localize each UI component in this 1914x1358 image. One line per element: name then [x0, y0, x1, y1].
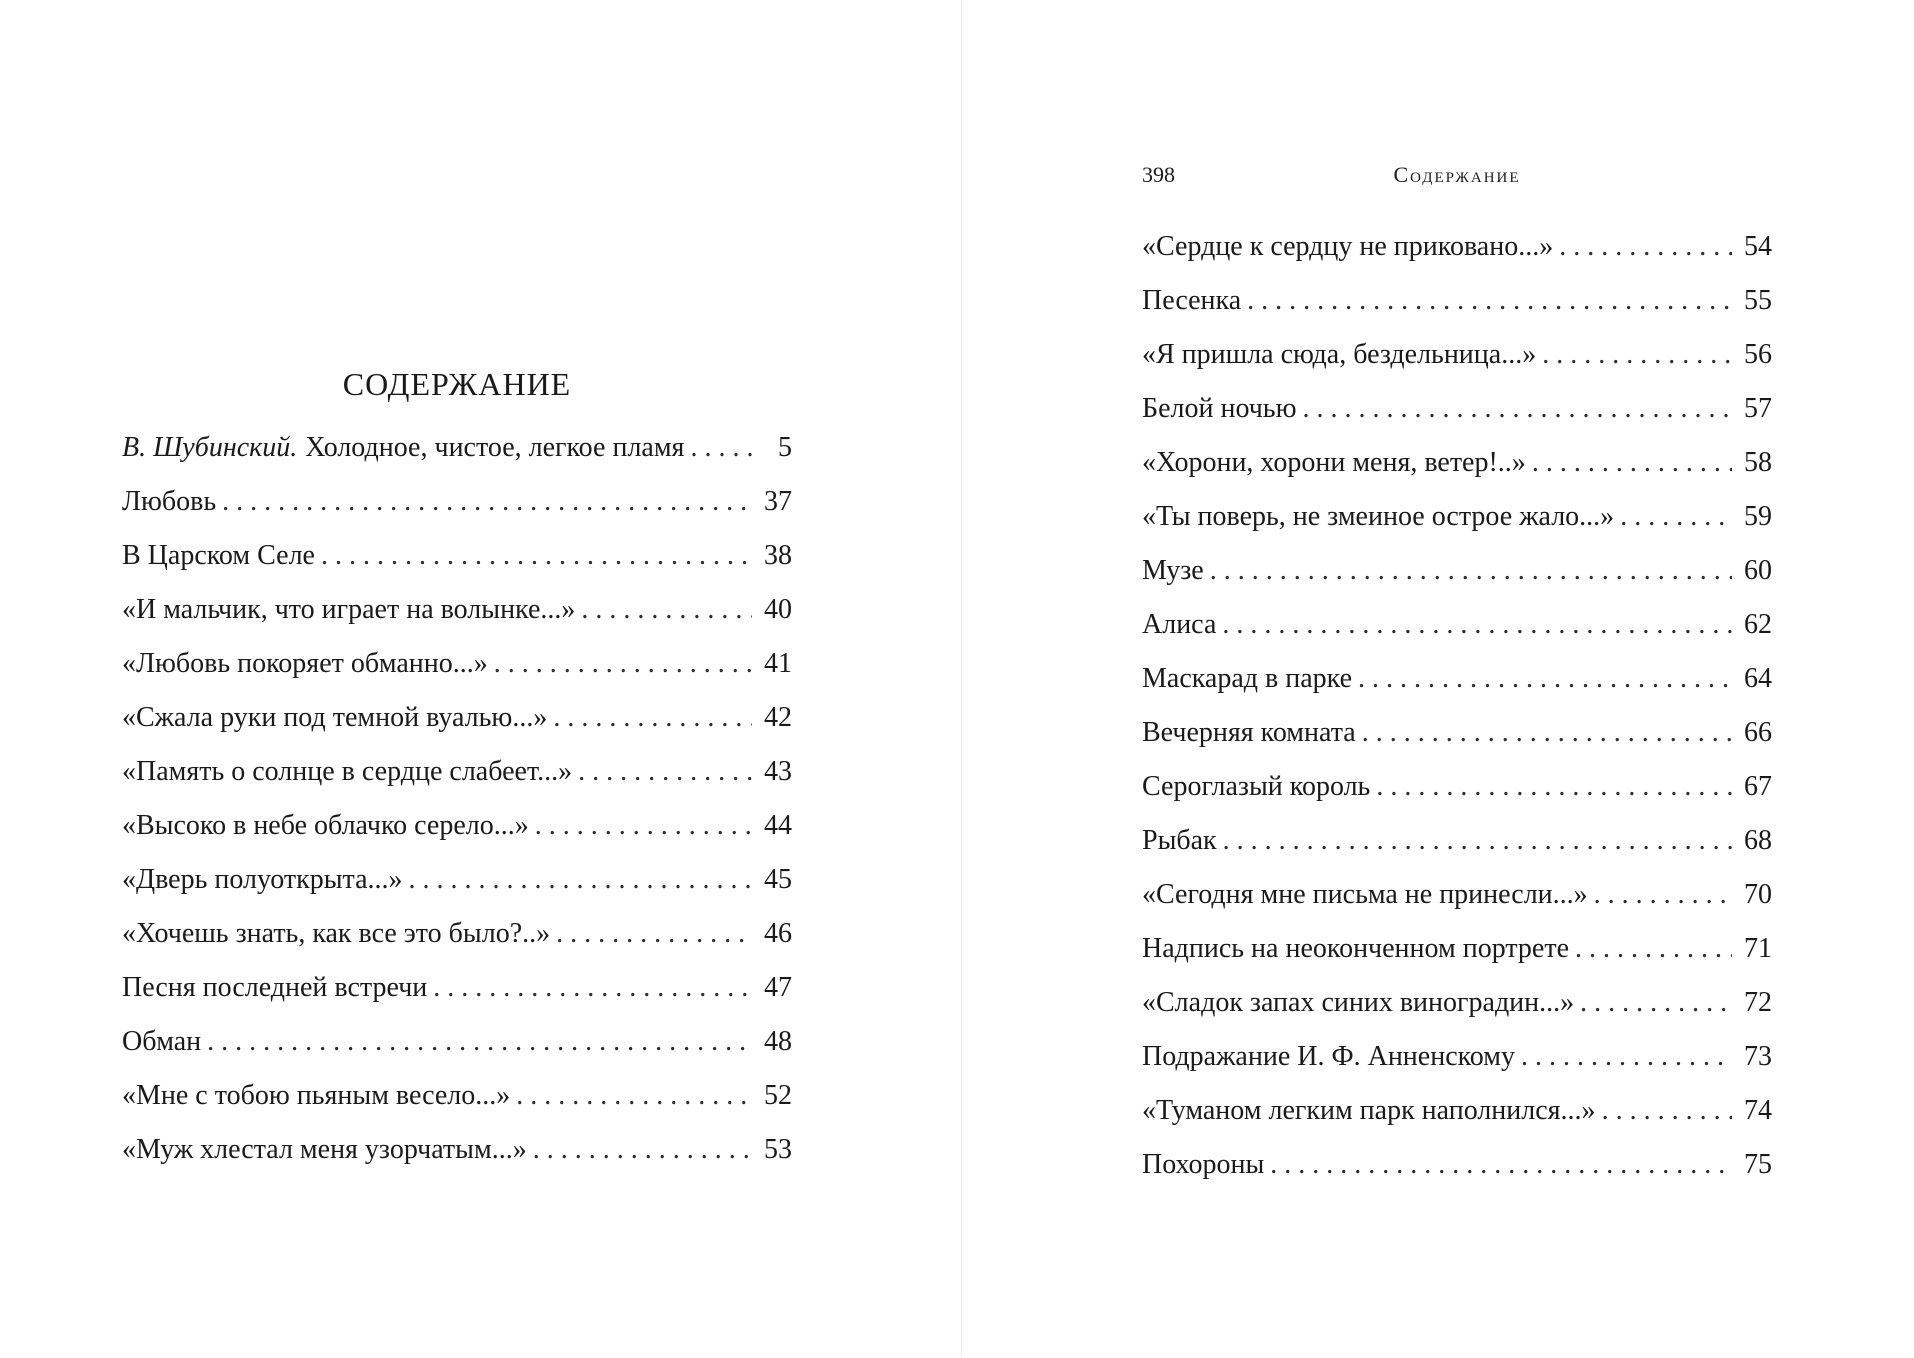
toc-leader-dots	[207, 1024, 752, 1060]
toc-leader-dots	[1222, 607, 1732, 643]
toc-leader-dots	[516, 1078, 752, 1114]
toc-entry-title-text: Песенка	[1142, 285, 1242, 316]
toc-leader-dots	[433, 970, 752, 1006]
toc-entry-title-text: Любовь	[122, 486, 217, 517]
toc-entry-title	[122, 430, 684, 466]
toc-leader-dots	[1358, 661, 1732, 697]
toc-entry-title-text: Холодное, чистое, легкое пламя	[305, 432, 685, 463]
toc-entry-page-number: 75	[1744, 1149, 1772, 1180]
toc-leader-dots	[556, 916, 752, 952]
toc-entry	[1142, 283, 1772, 337]
toc-list-left	[122, 430, 792, 1186]
toc-leader-dots	[1620, 499, 1732, 535]
toc-entry-title	[122, 538, 315, 574]
toc-entry-page-number: 48	[764, 1026, 792, 1057]
toc-entry-title	[1142, 499, 1614, 535]
toc-entry-page-number: 37	[764, 486, 792, 517]
toc-entry-page-number: 41	[764, 648, 792, 679]
toc-entry-title-text: Вечерняя комната	[1142, 717, 1356, 748]
toc-entry-title	[1142, 229, 1553, 265]
toc-leader-dots	[535, 808, 752, 844]
toc-entry-title-text: Песня последней встречи	[122, 972, 428, 1003]
toc-entry-page-number: 57	[1744, 393, 1772, 424]
toc-entry-title-text: «Сегодня мне письма не принесли...»	[1142, 879, 1588, 910]
toc-leader-dots	[1580, 985, 1732, 1021]
toc-entry	[122, 1078, 792, 1132]
toc-leader-dots	[578, 754, 752, 790]
toc-entry-title	[122, 1132, 527, 1168]
toc-entry-title	[122, 1024, 201, 1060]
toc-leader-dots	[533, 1132, 752, 1168]
toc-leader-dots	[321, 538, 752, 574]
toc-leader-dots	[1594, 877, 1732, 913]
toc-entry-title-text: «Любовь покоряет обманно...»	[122, 648, 488, 679]
toc-entry-title-text: «Муж хлестал меня узорчатым...»	[122, 1134, 527, 1165]
toc-leader-dots	[553, 700, 752, 736]
toc-entry-page-number: 58	[1744, 447, 1772, 478]
toc-entry-title-text: Маскарад в парке	[1142, 663, 1352, 694]
toc-entry-page-number: 62	[1744, 609, 1772, 640]
toc-leader-dots	[409, 862, 752, 898]
toc-entry	[122, 970, 792, 1024]
toc-entry-title	[1142, 661, 1352, 697]
contents-heading: СОДЕРЖАНИЕ	[342, 366, 572, 402]
toc-entry-title	[122, 862, 403, 898]
toc-entry-page-number: 74	[1744, 1095, 1772, 1126]
toc-entry-title-text: «Сладок запах синих виноградин...»	[1142, 987, 1575, 1018]
toc-entry-page-number: 38	[764, 540, 792, 571]
toc-entry-title	[1142, 1147, 1264, 1183]
toc-leader-dots	[1542, 337, 1732, 373]
toc-entry-title	[1142, 769, 1370, 805]
toc-entry-page-number: 60	[1744, 555, 1772, 586]
toc-entry-page-number: 71	[1744, 933, 1772, 964]
toc-entry-title	[122, 916, 550, 952]
toc-entry-title-text: Похороны	[1142, 1149, 1265, 1180]
toc-entry-title-text: Надпись на неоконченном портрете	[1142, 933, 1569, 964]
toc-entry-title-text: «Туманом легким парк наполнился...»	[1142, 1095, 1596, 1126]
toc-leader-dots	[1303, 391, 1733, 427]
toc-entry	[122, 808, 792, 862]
toc-entry	[1142, 769, 1772, 823]
toc-entry	[1142, 1093, 1772, 1147]
toc-entry-title-text: «Сердце к сердцу не приковано...»	[1142, 231, 1554, 262]
toc-entry	[122, 484, 792, 538]
toc-entry-title-text: Сероглазый король	[1142, 771, 1371, 802]
toc-entry-title-text: «Хочешь знать, как все это было?..»	[122, 918, 551, 949]
toc-entry-title	[122, 970, 427, 1006]
toc-entry-title	[122, 484, 216, 520]
toc-entry-title	[1142, 715, 1356, 751]
toc-entry-title	[122, 700, 547, 736]
toc-entry-page-number: 43	[764, 756, 792, 787]
toc-entry	[1142, 391, 1772, 445]
toc-entry-page-number: 40	[764, 594, 792, 625]
toc-entry-title	[1142, 823, 1217, 859]
toc-entry-title	[1142, 607, 1216, 643]
toc-entry	[1142, 229, 1772, 283]
toc-leader-dots	[1575, 931, 1732, 967]
toc-leader-dots	[222, 484, 752, 520]
toc-entry-page-number: 66	[1744, 717, 1772, 748]
toc-leader-dots	[1532, 445, 1732, 481]
toc-entry-title-text: Рыбак	[1142, 825, 1217, 856]
toc-entry-title-text: «Ты поверь, не змеиное острое жало...»	[1142, 501, 1615, 532]
toc-leader-dots	[1247, 283, 1732, 319]
toc-leader-dots	[1210, 553, 1732, 589]
toc-entry-title-text: Подражание И. Ф. Анненскому	[1142, 1041, 1515, 1072]
right-page	[962, 0, 1914, 1358]
toc-entry-title-text: Алиса	[1142, 609, 1217, 640]
toc-entry-title	[1142, 931, 1569, 967]
toc-entry	[1142, 823, 1772, 877]
toc-entry-title	[122, 646, 488, 682]
toc-entry-title	[1142, 391, 1297, 427]
toc-entry	[122, 862, 792, 916]
toc-entry-page-number: 52	[764, 1080, 792, 1111]
toc-entry	[1142, 553, 1772, 607]
toc-entry-title-text: «Сжала руки под темной вуалью...»	[122, 702, 548, 733]
toc-entry-title	[1142, 877, 1588, 913]
toc-entry-page-number: 70	[1744, 879, 1772, 910]
toc-entry-page-number: 45	[764, 864, 792, 895]
toc-entry-title-text: «Мне с тобою пьяным весело...»	[122, 1080, 511, 1111]
toc-entry	[1142, 661, 1772, 715]
toc-entry-page-number: 54	[1744, 231, 1772, 262]
toc-entry	[1142, 1147, 1772, 1201]
toc-entry	[122, 1024, 792, 1078]
toc-entry-title	[122, 1078, 510, 1114]
toc-entry	[1142, 445, 1772, 499]
toc-entry	[1142, 337, 1772, 391]
toc-entry-title	[1142, 1093, 1596, 1129]
toc-leader-dots	[1376, 769, 1732, 805]
toc-entry	[1142, 877, 1772, 931]
toc-entry-page-number: 59	[1744, 501, 1772, 532]
toc-entry-title	[1142, 553, 1204, 589]
toc-entry-page-number: 67	[1744, 771, 1772, 802]
toc-entry-page-number: 5	[778, 432, 792, 463]
toc-entry-title	[1142, 985, 1574, 1021]
toc-entry-author: В. Шубинский.	[122, 432, 298, 463]
toc-entry-title-text: «Я пришла сюда, бездельница...»	[1142, 339, 1537, 370]
toc-entry-page-number: 42	[764, 702, 792, 733]
toc-list-right	[1142, 229, 1772, 1201]
toc-entry-title-text: В Царском Селе	[122, 540, 315, 571]
toc-entry-page-number: 53	[764, 1134, 792, 1165]
toc-leader-dots	[1602, 1093, 1732, 1129]
toc-entry-title	[1142, 1039, 1515, 1075]
toc-entry-title-text: Белой ночью	[1142, 393, 1297, 424]
toc-leader-dots	[494, 646, 752, 682]
toc-entry-page-number: 72	[1744, 987, 1772, 1018]
toc-leader-dots	[1270, 1147, 1732, 1183]
toc-entry-title	[122, 592, 575, 628]
toc-entry-page-number: 47	[764, 972, 792, 1003]
toc-entry-title	[1142, 445, 1526, 481]
toc-entry	[122, 1132, 792, 1186]
toc-entry-title	[122, 754, 572, 790]
toc-entry-page-number: 73	[1744, 1041, 1772, 1072]
toc-entry	[122, 916, 792, 970]
toc-entry-title	[1142, 337, 1536, 373]
running-title: Содержание	[1393, 162, 1521, 187]
toc-entry	[1142, 985, 1772, 1039]
toc-entry-title-text: «Высоко в небе облачко серело...»	[122, 810, 529, 841]
toc-entry-title-text: Обман	[122, 1026, 202, 1057]
toc-entry	[122, 700, 792, 754]
toc-entry	[1142, 715, 1772, 769]
toc-leader-dots	[1362, 715, 1732, 751]
toc-entry	[122, 430, 792, 484]
toc-entry	[122, 646, 792, 700]
toc-entry	[1142, 607, 1772, 661]
toc-entry	[1142, 931, 1772, 985]
page-number: 398	[1142, 162, 1175, 187]
toc-leader-dots	[1521, 1039, 1732, 1075]
toc-leader-dots	[690, 430, 752, 466]
toc-entry-title	[1142, 283, 1241, 319]
running-header	[1142, 160, 1772, 190]
toc-entry-page-number: 68	[1744, 825, 1772, 856]
toc-leader-dots	[1223, 823, 1732, 859]
toc-entry-title	[122, 808, 529, 844]
toc-entry-title-text: «Хорони, хорони меня, ветер!..»	[1142, 447, 1526, 478]
toc-entry	[1142, 1039, 1772, 1093]
toc-entry-page-number: 55	[1744, 285, 1772, 316]
toc-entry-page-number: 56	[1744, 339, 1772, 370]
toc-entry-page-number: 64	[1744, 663, 1772, 694]
toc-entry-title-text: «Память о солнце в сердце слабеет...»	[122, 756, 573, 787]
toc-entry-title-text: Музе	[1142, 555, 1204, 586]
toc-leader-dots	[581, 592, 752, 628]
toc-entry	[122, 538, 792, 592]
toc-entry	[122, 754, 792, 808]
toc-entry-title-text: «И мальчик, что играет на волынке...»	[122, 594, 576, 625]
toc-entry-page-number: 44	[764, 810, 792, 841]
toc-entry-title-text: «Дверь полуоткрыта...»	[122, 864, 403, 895]
toc-entry	[1142, 499, 1772, 553]
toc-leader-dots	[1559, 229, 1732, 265]
toc-entry-page-number: 46	[764, 918, 792, 949]
toc-entry	[122, 592, 792, 646]
